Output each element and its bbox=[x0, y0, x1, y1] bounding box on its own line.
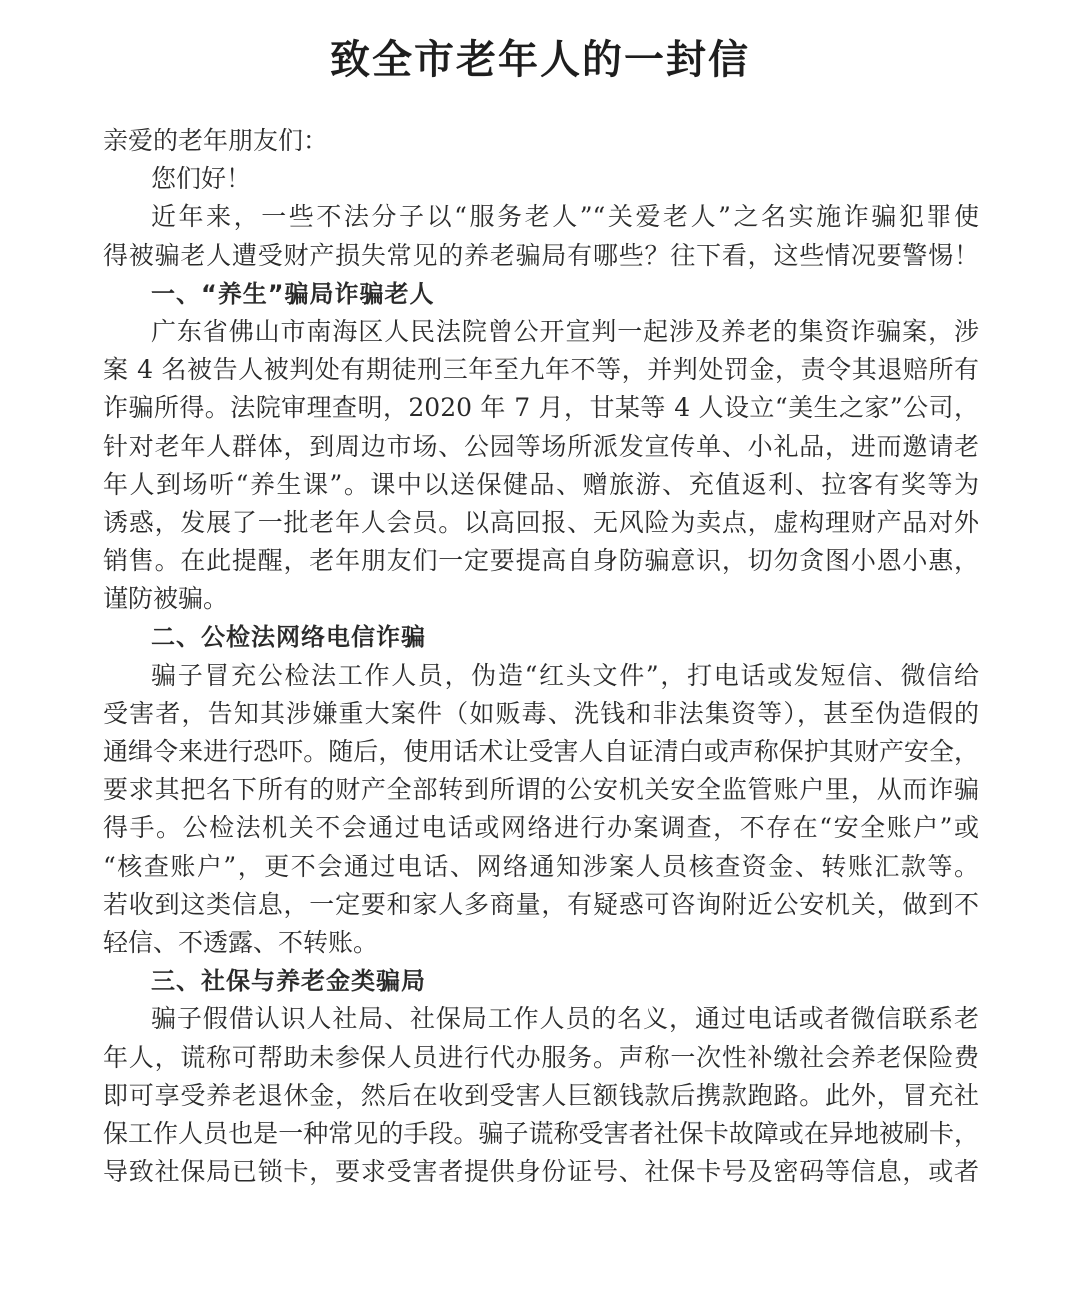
section-line: 骗子假借认识人社局、社保局工作人员的名义，通过电话或者微信联系老 bbox=[151, 1004, 979, 1034]
section-line: 广东省佛山市南海区人民法院曾公开宣判一起涉及养老的集资诈骗案，涉 bbox=[151, 316, 979, 346]
section-line: 通缉令来进行恐吓。随后，使用话术让受害人自证清白或声称保护其财产安全， bbox=[103, 737, 979, 766]
section-heading: 二、公检法网络电信诈骗 bbox=[151, 623, 426, 652]
section-line: 要求其把名下所有的财产全部转到所谓的公安机关安全监管账户里，从而诈骗 bbox=[103, 775, 979, 805]
section-line: 导致社保局已锁卡，要求受害者提供身份证号、社保卡号及密码等信息，或者 bbox=[103, 1157, 979, 1187]
section-line: 若收到这类信息，一定要和家人多商量，有疑惑可咨询附近公安机关，做到不 bbox=[103, 889, 979, 919]
section-heading: 三、社保与养老金类骗局 bbox=[151, 967, 426, 996]
section-line: 保工作人员也是一种常见的手段。骗子谎称受害者社保卡故障或在异地被刷卡， bbox=[103, 1118, 979, 1148]
section-line: 案 4 名被告人被判处有期徒刑三年至九年不等，并判处罚金，责令其退赔所有 bbox=[103, 355, 979, 385]
greeting: 您们好！ bbox=[151, 164, 252, 194]
section-line: 针对老年人群体，到周边市场、公园等场所派发宣传单、小礼品，进而邀请老 bbox=[103, 431, 979, 461]
section-line: 轻信、不透露、不转账。 bbox=[103, 927, 379, 957]
letter-body bbox=[103, 122, 979, 1191]
intro-line: 得被骗老人遭受财产损失常见的养老骗局有哪些？往下看，这些情况要警惕！ bbox=[103, 240, 979, 270]
section-line: 受害者，告知其涉嫌重大案件（如贩毒、洗钱和非法集资等），甚至伪造假的 bbox=[103, 698, 979, 728]
section-line: 年人到场听“养生课”。课中以送保健品、赠旅游、充值返利、拉客有奖等为 bbox=[103, 469, 979, 499]
section-heading: 一、“养生”骗局诈骗老人 bbox=[151, 279, 435, 308]
section-line: 谨防被骗。 bbox=[103, 584, 229, 614]
section-line: 骗子冒充公检法工作人员，伪造“红头文件”，打电话或发短信、微信给 bbox=[151, 660, 979, 690]
salutation: 亲爱的老年朋友们： bbox=[103, 126, 329, 155]
letter-title: 致全市老年人的一封信 bbox=[330, 36, 750, 83]
section-line: 销售。在此提醒，老年朋友们一定要提高自身防骗意识，切勿贪图小恩小惠， bbox=[103, 546, 979, 576]
intro-line: 近年来，一些不法分子以“服务老人”“关爱老人”之名实施诈骗犯罪使 bbox=[151, 202, 979, 232]
section-line: 得手。公检法机关不会通过电话或网络进行办案调查，不存在“安全账户”或 bbox=[103, 813, 979, 843]
section-line: 年人，谎称可帮助未参保人员进行代办服务。声称一次性补缴社会养老保险费 bbox=[103, 1042, 979, 1072]
section-line: “核查账户”，更不会通过电话、网络通知涉案人员核查资金、转账汇款等。 bbox=[103, 851, 979, 881]
section-line: 诈骗所得。法院审理查明，2020 年 7 月，甘某等 4 人设立“美生之家”公司， bbox=[103, 393, 979, 423]
section-line: 诱惑，发展了一批老年人会员。以高回报、无风险为卖点，虚构理财产品对外 bbox=[103, 507, 979, 537]
section-line: 即可享受养老退休金，然后在收到受害人巨额钱款后携款跑路。此外，冒充社 bbox=[103, 1080, 979, 1110]
